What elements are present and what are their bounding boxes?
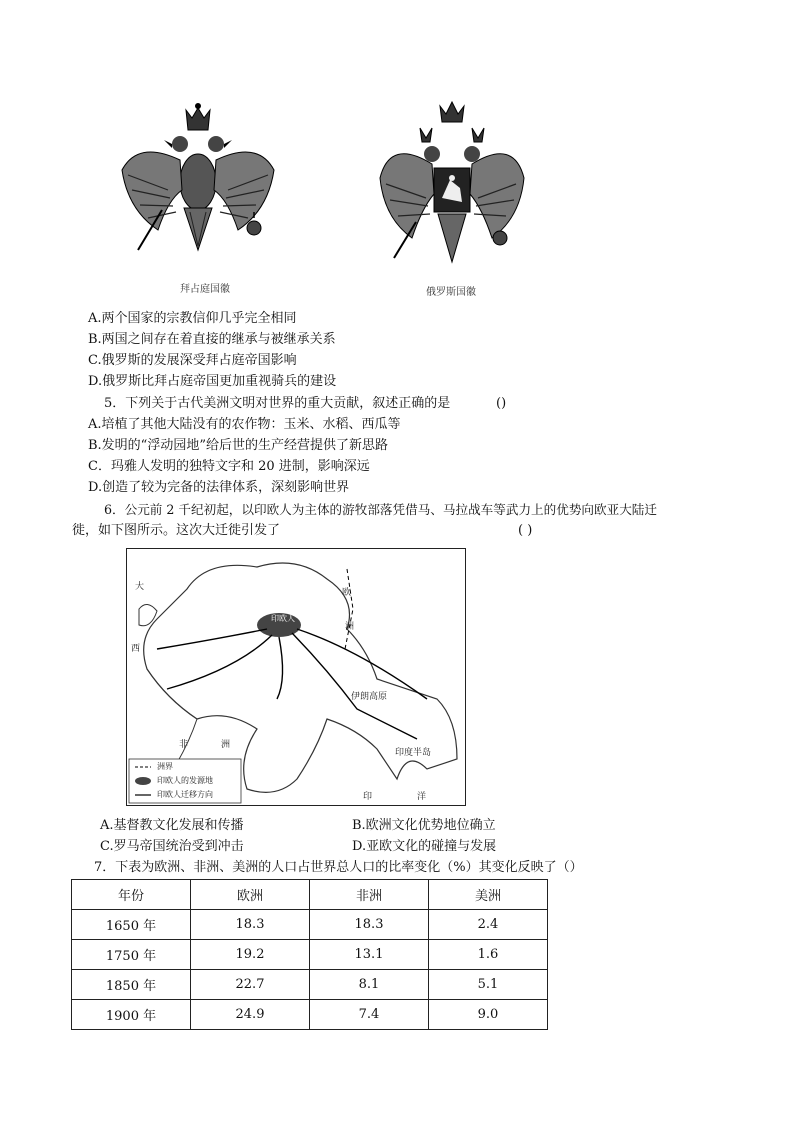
map-drawing (127, 549, 465, 805)
q4-option-d: D.俄罗斯比拜占庭帝国更加重视骑兵的建设 (88, 374, 337, 389)
table-cell: 18.3 (310, 910, 429, 940)
legend-origin: 印欧人的发源地 (157, 776, 213, 785)
byzantine-emblem-image (118, 100, 278, 270)
map-label-yin: 印 (363, 792, 373, 802)
map-label-da: 大 (135, 582, 145, 592)
q5-option-b: B.发明的“浮动园地”给后世的生产经营提供了新思路 (88, 438, 388, 453)
table-cell: 1900 年 (72, 1000, 191, 1030)
q6-option-b: B.欧洲文化优势地位确立 (352, 818, 496, 833)
table-cell: 1850 年 (72, 970, 191, 1000)
q7-stem: 7．下表为欧洲、非洲、美洲的人口占世界总人口的比率变化（%）其变化反映了（） (94, 860, 583, 875)
byzantine-emblem-caption: 拜占庭国徽 (180, 284, 230, 295)
map-label-xi: 西 (131, 644, 141, 654)
table-cell: 18.3 (191, 910, 310, 940)
russian-emblem-image (376, 98, 528, 274)
q6-stem-line1: 6．公元前 2 千纪初起，以印欧人为主体的游牧部落凭借马、马拉战车等武力上的优势向欧亚大陆迁 (104, 502, 657, 517)
legend-continent-boundary: 洲界 (157, 762, 173, 771)
table-cell: 19.2 (191, 940, 310, 970)
q5-option-d: D.创造了较为完备的法律体系，深刻影响世界 (88, 480, 350, 495)
map-label-yang: 洋 (417, 792, 427, 802)
table-row (72, 940, 548, 970)
q6-option-c: C.罗马帝国统治受到冲击 (100, 839, 244, 854)
table-cell: 9.0 (429, 1000, 548, 1030)
q5-answer-paren: () (496, 396, 507, 411)
migration-map (126, 548, 466, 806)
russian-coat-of-arms-icon (376, 98, 528, 274)
table-cell: 1650 年 (72, 910, 191, 940)
double-headed-eagle-icon (118, 100, 278, 270)
q4-option-c: C.俄罗斯的发展深受拜占庭帝国影响 (88, 353, 297, 368)
table-cell: 1750 年 (72, 940, 191, 970)
q6-stem-line2: 徙，如下图所示。这次大迁徙引发了 (72, 523, 281, 538)
q5-option-a: A.培植了其他大陆没有的农作物：玉米、水稻、西瓜等 (88, 417, 401, 432)
table-cell: 24.9 (191, 1000, 310, 1030)
q6-answer-paren: ( ) (518, 523, 533, 538)
table-cell: 8.1 (310, 970, 429, 1000)
table-header-cell: 非洲 (310, 880, 429, 910)
legend-migration-direction: 印欧人迁移方向 (157, 790, 213, 799)
population-table (71, 879, 548, 1030)
table-cell: 1.6 (429, 940, 548, 970)
map-label-zhou2: 洲 (221, 740, 231, 750)
table-cell: 2.4 (429, 910, 548, 940)
q4-option-b: B.两国之间存在着直接的继承与被继承关系 (88, 332, 336, 347)
q5-stem: 5．下列关于古代美洲文明对世界的重大贡献，叙述正确的是 (104, 396, 451, 411)
table-header-cell: 美洲 (429, 880, 548, 910)
table-cell: 5.1 (429, 970, 548, 1000)
russian-emblem-caption: 俄罗斯国徽 (426, 287, 476, 298)
map-label-indo-europeans: 印欧人 (271, 614, 295, 623)
q5-option-c: C．玛雅人发明的独特文字和 20 进制，影响深远 (88, 459, 370, 474)
map-label-india: 印度半岛 (395, 748, 432, 758)
table-header-cell: 欧洲 (191, 880, 310, 910)
q6-option-d: D.亚欧文化的碰撞与发展 (352, 839, 497, 854)
q4-option-a: A.两个国家的宗教信仰几乎完全相同 (88, 311, 297, 326)
map-label-ou: 欧 (342, 588, 352, 598)
table-header-row (72, 880, 548, 910)
table-row (72, 1000, 548, 1030)
table-header-cell: 年份 (72, 880, 191, 910)
table-cell: 13.1 (310, 940, 429, 970)
table-cell: 22.7 (191, 970, 310, 1000)
q6-option-a: A.基督教文化发展和传播 (100, 818, 244, 833)
map-label-zhou: 洲 (345, 622, 355, 632)
table-row (72, 910, 548, 940)
map-label-fei: 非 (179, 740, 189, 750)
table-row (72, 970, 548, 1000)
map-label-iran: 伊朗高原 (351, 692, 388, 702)
table-cell: 7.4 (310, 1000, 429, 1030)
